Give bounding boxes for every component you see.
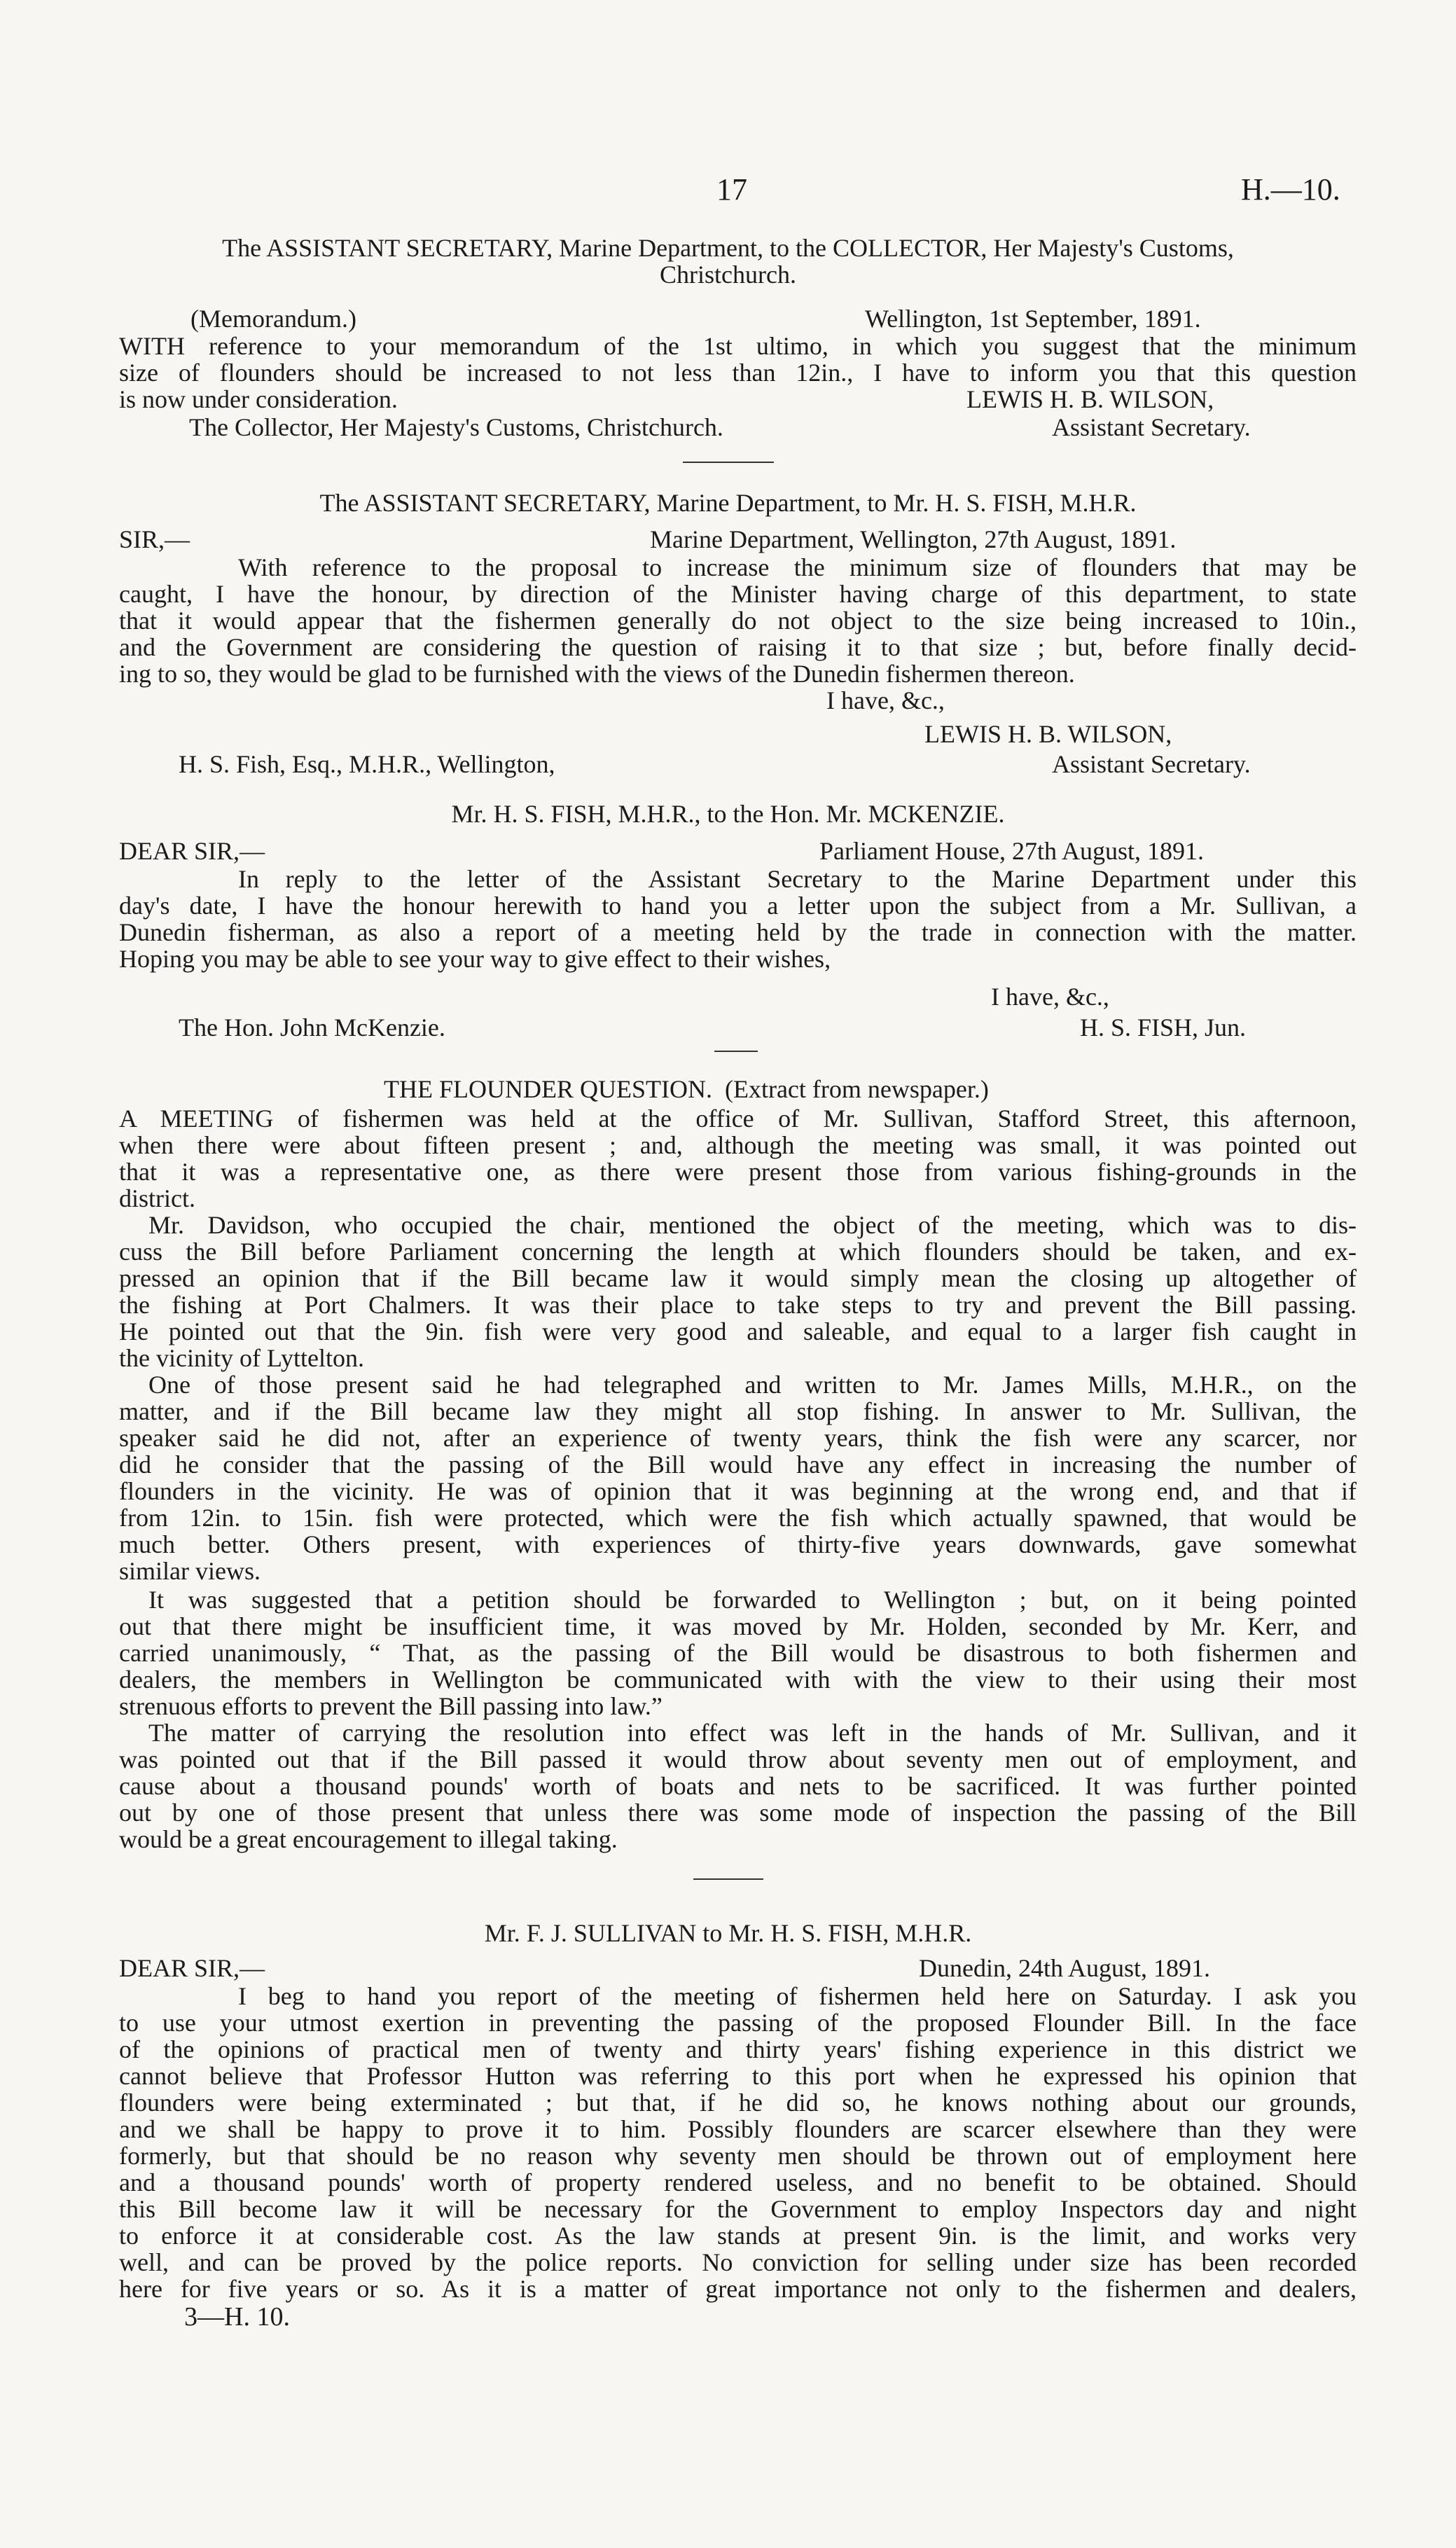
letter-salutation: DEAR SIR,— <box>119 837 265 865</box>
letter-body-line: here for five years or so. As it is a matter of great importance not only to the fishermen and dealers, <box>119 2275 1357 2303</box>
letter-body-line: of the opinions of practical men of twenty and thirty years' fishing experience in this district we <box>119 2035 1357 2063</box>
letter-body-line: and the Government are considering the question of raising it to that size ; but, before finally decid- <box>119 633 1357 661</box>
article-line: The matter of carrying the resolution into effect was left in the hands of Mr. Sullivan, and it <box>148 1719 1357 1747</box>
letter-place-date: Marine Department, Wellington, 27th August, 1891. <box>650 525 1177 553</box>
memo-signatory: LEWIS H. B. WILSON, <box>966 385 1214 413</box>
letter-place-date: Parliament House, 27th August, 1891. <box>819 837 1204 865</box>
article-title: THE FLOUNDER QUESTION. <box>384 1075 712 1103</box>
letter-body-line: and a thousand pounds' worth of property rendered useless, and no benefit to be obtained. Should <box>119 2168 1357 2196</box>
article-line: similar views. <box>119 1557 261 1585</box>
separator-rule <box>693 1878 763 1880</box>
article-line: One of those present said he had telegraphed and written to Mr. James Mills, M.H.R., on the <box>148 1371 1357 1399</box>
letter-salutation: DEAR SIR,— <box>119 1954 265 1982</box>
letter-body-line: to use your utmost exertion in preventing the passing of the proposed Flounder Bill. In the face <box>119 2009 1357 2037</box>
letter-heading: The ASSISTANT SECRETARY, Marine Department, to Mr. H. S. FISH, M.H.R. <box>319 489 1137 517</box>
letter-signatory: H. S. FISH, Jun. <box>1080 1013 1247 1041</box>
memo-type: (Memorandum.) <box>190 305 356 333</box>
letter-body-line: caught, I have the honour, by direction of the Minister having charge of this department, to state <box>119 580 1357 608</box>
letter-body-line: ing to so, they would be glad to be furnished with the views of the Dunedin fishermen thereon. <box>119 660 1075 688</box>
memo-heading-continued: Christchurch. <box>660 261 796 289</box>
letter-body-line: cannot believe that Professor Hutton was referring to this port when he expressed his opinion that <box>119 2062 1357 2090</box>
article-line: speaker said he did not, after an experience of twenty years, think the fish were any scarcer, nor <box>119 1424 1357 1452</box>
article-line: would be a great encouragement to illegal taking. <box>119 1825 618 1853</box>
letter-addressee: The Hon. John McKenzie. <box>179 1013 445 1041</box>
letter-heading: Mr. F. J. SULLIVAN to Mr. H. S. FISH, M.H.R. <box>484 1919 972 1947</box>
letter-body-line: and we shall be happy to prove it to him. Possibly flounders are scarcer elsewhere than they were <box>119 2115 1357 2143</box>
separator-rule <box>714 1051 758 1052</box>
article-line: much better. Others present, with experiences of thirty-five years downwards, gave somewhat <box>119 1530 1357 1558</box>
article-line: flounders in the vicinity. He was of opinion that it was beginning at the wrong end, and that if <box>119 1477 1357 1505</box>
letter-body-line: to enforce it at considerable cost. As the law stands at present 9in. is the limit, and works very <box>119 2222 1357 2250</box>
letter-body-line: that it would appear that the fishermen generally do not object to the size being increased to 10in., <box>119 607 1357 635</box>
article-line: out by one of those present that unless there was some mode of inspection the passing of the Bill <box>119 1799 1357 1827</box>
memo-addressee: The Collector, Her Majesty's Customs, Christchurch. <box>189 413 723 441</box>
letter-heading: Mr. H. S. FISH, M.H.R., to the Hon. Mr. MCKENZIE. <box>451 800 1005 828</box>
article-line: out that there might be insufficient time, it was moved by Mr. Holden, seconded by Mr. Kerr, and <box>119 1612 1357 1640</box>
article-line: A MEETING of fishermen was held at the office of Mr. Sullivan, Stafford Street, this afternoon, <box>119 1105 1357 1133</box>
article-line: strenuous efforts to prevent the Bill passing into law.” <box>119 1692 663 1720</box>
article-line: matter, and if the Bill became law they might all stop fishing. In answer to Mr. Sullivan, the <box>119 1397 1357 1425</box>
letter-body-line: Dunedin fisherman, as also a report of a meeting held by the trade in connection with the matter. <box>119 918 1357 946</box>
letter-closing: I have, &c., <box>991 983 1109 1011</box>
article-line: carried unanimously, “ That, as the passing of the Bill would be disastrous to both fishermen and <box>119 1639 1357 1667</box>
memo-place-date: Wellington, 1st September, 1891. <box>865 305 1201 333</box>
article-source-note: (Extract from newspaper.) <box>724 1075 989 1103</box>
page-number: 17 <box>716 172 747 207</box>
letter-salutation: SIR,— <box>119 525 190 553</box>
article-line: He pointed out that the 9in. fish were very good and saleable, and equal to a larger fish caught in <box>119 1317 1357 1345</box>
article-line: pressed an opinion that if the Bill became law it would simply mean the closing up altogether of <box>119 1264 1357 1292</box>
letter-place-date: Dunedin, 24th August, 1891. <box>919 1954 1211 1982</box>
article-line: from 12in. to 15in. fish were protected, which were the fish which actually spawned, that would be <box>119 1504 1357 1532</box>
memo-body-line: is now under consideration. <box>119 385 398 413</box>
article-line: cuss the Bill before Parliament concerning the length at which flounders should be taken, and ex- <box>119 1238 1357 1266</box>
letter-signatory: LEWIS H. B. WILSON, <box>924 720 1172 748</box>
letter-signatory-title: Assistant Secretary. <box>1052 750 1251 778</box>
article-line: district. <box>119 1184 195 1212</box>
letter-body-line: With reference to the proposal to increase the minimum size of flounders that may be <box>238 553 1357 581</box>
memo-signatory-title: Assistant Secretary. <box>1052 413 1251 441</box>
signature-mark: 3—H. 10. <box>184 2302 290 2332</box>
letter-body-line: flounders were being exterminated ; but that, if he did so, he knows nothing about our grounds, <box>119 2089 1357 2117</box>
letter-body-line: I beg to hand you report of the meeting of fishermen held here on Saturday. I ask you <box>238 1982 1357 2010</box>
article-heading <box>384 1076 989 1102</box>
article-line: when there were about fifteen present ; and, although the meeting was small, it was pointed out <box>119 1131 1357 1159</box>
memo-heading: The ASSISTANT SECRETARY, Marine Department, to the COLLECTOR, Her Majesty's Customs, <box>222 234 1234 262</box>
article-line: the fishing at Port Chalmers. It was their place to take steps to try and prevent the Bill passing. <box>119 1291 1357 1319</box>
letter-body-line: In reply to the letter of the Assistant Secretary to the Marine Department under this <box>238 865 1357 893</box>
letter-addressee: H. S. Fish, Esq., M.H.R., Wellington, <box>179 750 555 778</box>
article-line: the vicinity of Lyttelton. <box>119 1344 364 1372</box>
letter-closing: I have, &c., <box>826 686 945 714</box>
document-reference: H.—10. <box>1241 172 1340 207</box>
letter-body-line: day's date, I have the honour herewith to hand you a letter upon the subject from a Mr. Sullivan, a <box>119 892 1357 920</box>
article-line: dealers, the members in Wellington be communicated with with the view to their using their most <box>119 1666 1357 1694</box>
article-line: that it was a representative one, as there were present those from various fishing-grounds in the <box>119 1158 1357 1186</box>
letter-body-line: formerly, but that should be no reason why seventy men should be thrown out of employment here <box>119 2142 1357 2170</box>
article-line: Mr. Davidson, who occupied the chair, mentioned the object of the meeting, which was to dis- <box>148 1211 1357 1239</box>
article-line: did he consider that the passing of the Bill would have any effect in increasing the number of <box>119 1450 1357 1479</box>
letter-body-line: this Bill become law it will be necessary for the Government to employ Inspectors day and night <box>119 2195 1357 2223</box>
separator-rule <box>683 462 774 463</box>
article-line: cause about a thousand pounds' worth of boats and nets to be sacrificed. It was further pointed <box>119 1772 1357 1800</box>
memo-body-line: WITH reference to your memorandum of the 1st ultimo, in which you suggest that the minimum <box>119 332 1357 360</box>
article-line: was pointed out that if the Bill passed it would throw about seventy men out of employment, and <box>119 1745 1357 1773</box>
letter-body-line: well, and can be proved by the police reports. No conviction for selling under size has been recorded <box>119 2248 1357 2276</box>
memo-body-line: size of flounders should be increased to not less than 12in., I have to inform you that this question <box>119 359 1357 387</box>
letter-body-line: Hoping you may be able to see your way to give effect to their wishes, <box>119 945 831 973</box>
article-line: It was suggested that a petition should be forwarded to Wellington ; but, on it being pointed <box>148 1586 1357 1614</box>
